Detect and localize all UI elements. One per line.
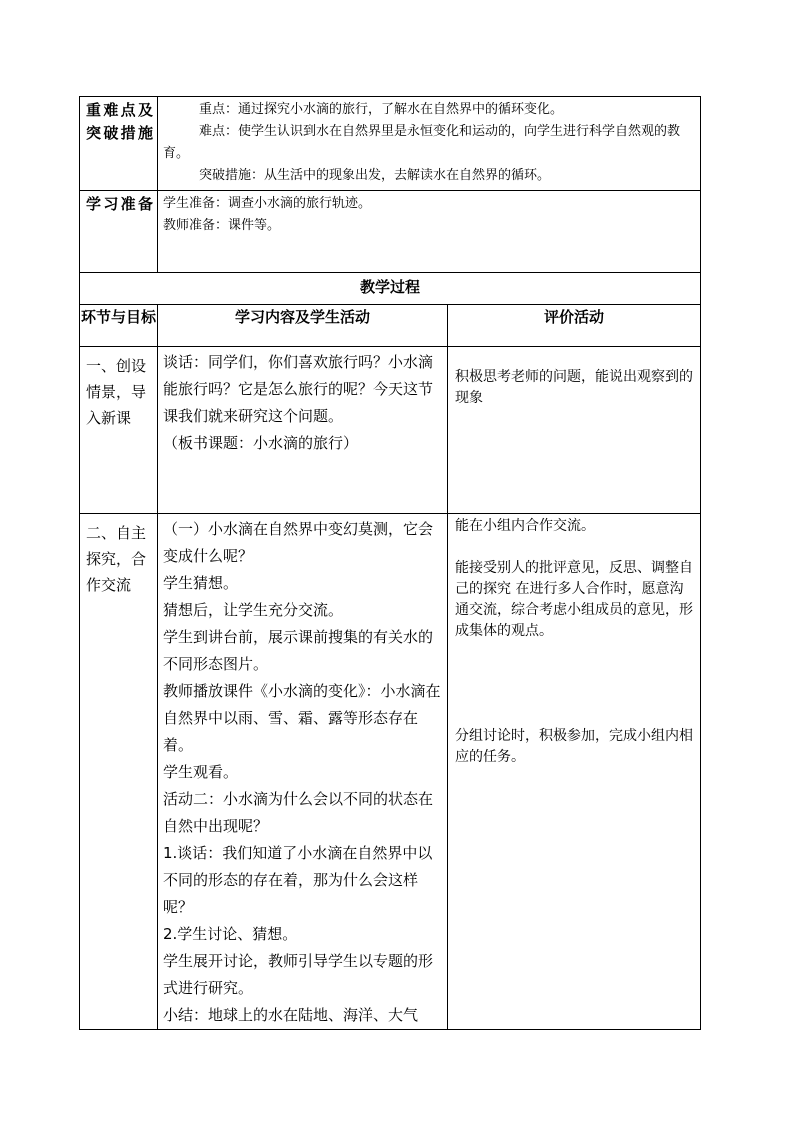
evaluation-line: 分组讨论时，积极参加，完成小组内相应的任务。 [455, 728, 693, 765]
content-line: 学生到讲台前，展示课前搜集的有关水的不同形态图片。 [163, 628, 434, 673]
key-point-text: 重点：通过探究小水滴的旅行，了解水在自然界中的循环变化。 [199, 102, 564, 117]
lesson-plan-table [79, 96, 701, 1030]
evaluation-spacer [455, 642, 696, 726]
teacher-prep-text: 教师准备：课件等。 [163, 218, 281, 233]
stage-name: 一、创设情景，导入新课 [80, 347, 158, 514]
process-title: 教学过程 [80, 273, 701, 305]
prep-row [80, 191, 701, 273]
content-line: 学生观看。 [163, 763, 239, 781]
evaluation-line: 积极思考老师的问题，能说出观察到的现象 [455, 369, 693, 406]
difficulty-content [158, 97, 701, 191]
stage-row-2 [80, 514, 701, 1030]
difficulty-row [80, 97, 701, 191]
evaluation-line: 能在小组内合作交流。 [455, 518, 595, 534]
content-line: 2.学生讨论、猜想。 [163, 925, 298, 943]
evaluation-line: 能接受别人的批评意见，反思、调整自己的探究 在进行多人合作时，愿意沟通交流，综合考虑小组成员的意见，形成集体的观点。 [455, 560, 693, 639]
content-line: 活动二：小水滴为什么会以不同的状态在自然中出现呢？ [163, 790, 434, 835]
stage-column-header: 环节与目标 [80, 305, 158, 347]
content-line: 谈话：同学们，你们喜欢旅行吗？小水滴能旅行吗？它是怎么旅行的呢？今天这节课我们就来研究这个问题。 [163, 353, 434, 425]
stage-content [158, 347, 448, 514]
stage-evaluation [448, 347, 701, 514]
difficult-point-text: 难点：使学生认识到水在自然界里是永恒变化和运动的，向学生进行科学自然观的教育。 [163, 124, 681, 161]
content-column-header: 学习内容及学生活动 [158, 305, 448, 347]
evaluation-spacer [455, 537, 696, 558]
content-line: 小结：地球上的水在陆地、海洋、大气 [163, 1006, 419, 1024]
content-line: 学生展开讨论，教师引导学生以专题的形式进行研究。 [163, 952, 434, 997]
process-title-row [80, 273, 701, 305]
breakthrough-text: 突破措施：从生活中的现象出发，去解读水在自然界的循环。 [199, 168, 551, 183]
stage-content [158, 514, 448, 1030]
difficulty-label: 重难点及突破措施 [80, 97, 158, 191]
evaluation-column-header: 评价活动 [448, 305, 701, 347]
prep-content [158, 191, 701, 273]
stage-name: 二、自主探究，合作交流 [80, 514, 158, 1030]
stage-row-1 [80, 347, 701, 514]
prep-label: 学习准备 [80, 191, 158, 273]
content-line: 学生猜想。 [163, 574, 239, 592]
column-header-row [80, 305, 701, 347]
stage-evaluation [448, 514, 701, 1030]
student-prep-text: 学生准备：调查小水滴的旅行轨迹。 [163, 196, 372, 211]
content-line: 1.谈话：我们知道了小水滴在自然界中以不同的形态的存在着，那为什么会这样呢？ [163, 844, 433, 916]
content-line: 猜想后，让学生充分交流。 [163, 601, 344, 619]
content-line: 教师播放课件《小水滴的变化》：小水滴在自然界中以雨、雪、霜、露等形态存在着。 [163, 682, 441, 754]
content-line: （一）小水滴在自然界中变幻莫测，它会变成什么呢？ [163, 520, 434, 565]
content-line: （板书课题：小水滴的旅行） [163, 434, 359, 452]
